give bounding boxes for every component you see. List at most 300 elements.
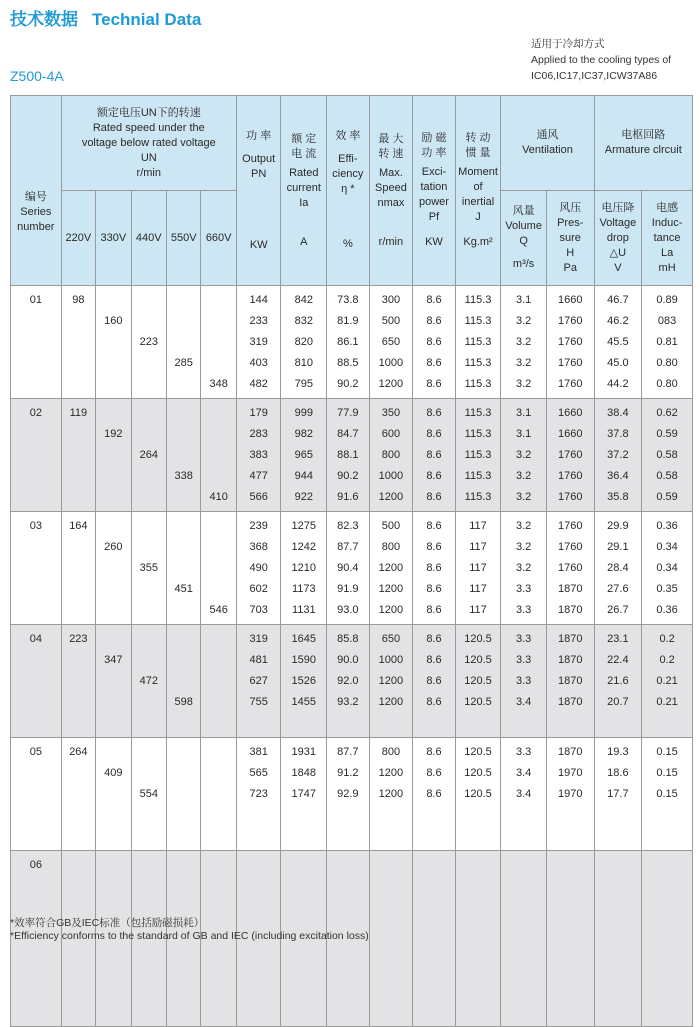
rated-speed-cell [167,625,201,738]
output-value: 283 [249,428,268,440]
moment-of-inertia-value: 115.3 [464,294,492,306]
rated-speed-value: 472 [139,675,158,687]
excitation-power-value: 8.6 [426,491,442,503]
max-speed-cell [369,512,413,625]
rated-speed-cell [61,399,95,512]
inductance-cell [642,625,693,738]
output-value: 381 [249,746,268,758]
output-value: 490 [249,562,268,574]
air-volume-value: 3.2 [515,315,532,327]
header-voltage-660: 660V [201,191,236,286]
excitation-power-value: 8.6 [426,470,442,482]
air-volume-value: 3.2 [515,520,532,532]
rated-speed-cell [61,625,95,738]
air-volume-value: 3.2 [515,491,532,503]
rated-current-cell [281,738,327,851]
output-cell [236,286,281,399]
excitation-power-value: 8.6 [426,357,442,369]
table-row [11,512,693,625]
rated-current-value: 842 [294,294,313,306]
output-value: 319 [249,633,268,645]
inductance-value: 0.62 [656,407,678,419]
air-volume-value: 3.4 [515,696,532,708]
header-voltage-330: 330V [96,191,131,286]
series-number: 02 [29,407,42,419]
max-speed-value: 800 [381,449,401,461]
series-group [11,399,693,512]
moment-of-inertia-value: 115.3 [464,378,492,390]
max-speed-cell [369,625,413,738]
inductance-value: 0.59 [656,491,678,503]
rated-speed-cell [96,399,131,512]
air-pressure-value: 1760 [558,449,583,461]
air-volume-cell [501,738,547,851]
excitation-power-value: 8.6 [426,583,442,595]
efficiency-cell [327,399,370,512]
rated-speed-value: 546 [209,604,228,616]
inductance-value: 0.15 [656,746,678,758]
rated-speed-cell [61,286,95,399]
header-output: 功 率 Output PN KW [236,96,281,286]
air-volume-value: 3.2 [515,470,532,482]
air-volume-value: 3.3 [515,654,532,666]
max-speed-cell [369,286,413,399]
air-volume-value: 3.1 [515,428,532,440]
efficiency-value: 91.2 [337,767,359,779]
rated-speed-value: 347 [104,654,123,666]
rated-speed-cell [96,512,131,625]
rated-current-value: 1590 [291,654,317,666]
output-cell [236,399,281,512]
efficiency-value: 90.0 [337,654,359,666]
footnote [10,917,369,943]
inductance-value: 0.15 [656,788,678,800]
max-speed-value: 1200 [378,562,404,574]
excitation-power-value: 8.6 [426,654,442,666]
moment-of-inertia-cell [455,399,501,512]
air-pressure-value: 1870 [558,604,583,616]
excitation-power-cell [413,512,456,625]
efficiency-value: 86.1 [337,336,359,348]
efficiency-value: 85.8 [337,633,359,645]
voltage-drop-value: 46.2 [607,315,629,327]
air-volume-cell [501,286,547,399]
rated-current-value: 1173 [291,583,316,595]
header-ventilation: 通风 Ventilation [501,96,594,191]
moment-of-inertia-cell [455,851,501,1027]
moment-of-inertia-value: 115.3 [464,470,492,482]
max-speed-value: 1200 [378,788,404,800]
efficiency-value: 91.9 [337,583,359,595]
air-volume-cell [501,399,547,512]
efficiency-cell [327,512,370,625]
rated-current-value: 965 [294,449,313,461]
air-pressure-value: 1760 [558,315,583,327]
header-excitation-power: 励 磁 功 率 Exci- tation power Pf KW [413,96,456,286]
excitation-power-value: 8.6 [426,520,442,532]
table-row [11,625,693,738]
output-value: 755 [249,696,268,708]
efficiency-cell [327,738,370,851]
air-pressure-cell [546,851,594,1027]
voltage-drop-value: 29.9 [607,520,629,532]
rated-speed-cell [167,512,201,625]
air-volume-value: 3.2 [515,336,532,348]
air-volume-value: 3.1 [515,407,532,419]
model-number: Z500-4A [10,68,64,84]
rated-speed-value: 260 [104,541,123,553]
excitation-power-cell [413,625,456,738]
inductance-cell [642,851,693,1027]
series-group [11,625,693,738]
inductance-cell [642,738,693,851]
inductance-value: 0.35 [656,583,678,595]
voltage-drop-cell [594,399,642,512]
output-cell [236,738,281,851]
air-pressure-value: 1760 [558,336,583,348]
moment-of-inertia-value: 120.5 [464,696,492,708]
moment-of-inertia-value: 115.3 [464,315,492,327]
rated-speed-value: 598 [174,696,193,708]
header-armature-circuit: 电枢回路 Armature clrcuit [594,96,692,191]
max-speed-cell [369,738,413,851]
max-speed-value: 300 [381,294,401,306]
rated-speed-cell [201,399,236,512]
technical-data-table [10,95,693,1027]
table-row [11,399,693,512]
voltage-drop-cell [594,625,642,738]
inductance-value: 0.21 [656,696,678,708]
efficiency-value: 92.0 [337,675,359,687]
header-voltage-550: 550V [167,191,201,286]
header-efficiency: 效 率 Effi- ciency η * % [327,96,370,286]
excitation-power-value: 8.6 [426,633,442,645]
air-pressure-value: 1660 [558,428,583,440]
air-volume-value: 3.4 [515,788,532,800]
rated-current-value: 999 [294,407,313,419]
rated-speed-value: 451 [174,583,193,595]
rated-current-value: 1645 [291,633,317,645]
output-value: 723 [249,788,268,800]
moment-of-inertia-value: 120.5 [464,675,492,687]
air-volume-value: 3.3 [515,746,532,758]
excitation-power-cell [413,286,456,399]
air-volume-cell [501,512,547,625]
air-volume-value: 3.3 [515,675,532,687]
moment-of-inertia-value: 117 [469,604,487,616]
output-value: 383 [249,449,268,461]
voltage-drop-value: 37.8 [607,428,629,440]
air-pressure-value: 1870 [558,696,583,708]
air-volume-cell [501,625,547,738]
rated-speed-value: 223 [139,336,158,348]
voltage-drop-value: 45.0 [607,357,629,369]
air-pressure-value: 1760 [558,520,583,532]
voltage-drop-value: 23.1 [607,633,629,645]
efficiency-value: 87.7 [337,541,359,553]
air-pressure-value: 1970 [558,767,583,779]
output-value: 233 [249,315,268,327]
moment-of-inertia-value: 117 [469,541,487,553]
output-value: 179 [249,407,268,419]
rated-speed-cell [201,625,236,738]
max-speed-value: 500 [381,315,401,327]
rated-speed-cell [167,738,201,851]
rated-speed-cell [167,399,201,512]
series-number-cell [11,738,62,851]
output-cell [236,512,281,625]
moment-of-inertia-cell [455,286,501,399]
efficiency-value: 82.3 [337,520,359,532]
air-pressure-value: 1870 [558,654,583,666]
excitation-power-value: 8.6 [426,767,442,779]
max-speed-value: 800 [381,541,401,553]
efficiency-value: 90.2 [337,470,359,482]
series-number-cell [11,512,62,625]
rated-speed-value: 285 [174,357,193,369]
excitation-power-value: 8.6 [426,294,442,306]
max-speed-value: 1000 [378,357,404,369]
air-pressure-cell [546,286,594,399]
rated-speed-value: 264 [69,746,88,758]
output-value: 566 [249,491,268,503]
moment-of-inertia-value: 120.5 [464,654,492,666]
max-speed-value: 1200 [378,491,404,503]
rated-speed-cell [131,286,166,399]
inductance-value: 0.89 [656,294,678,306]
air-pressure-value: 1870 [558,746,583,758]
inductance-value: 0.36 [656,520,678,532]
table-row [11,738,693,851]
header-max-speed: 最 大 转 速 Max. Speed nmax r/min [369,96,413,286]
moment-of-inertia-value: 117 [469,520,487,532]
efficiency-value: 73.8 [337,294,359,306]
table-row [11,286,693,399]
excitation-power-value: 8.6 [426,428,442,440]
series-group [11,286,693,399]
rated-speed-cell [201,738,236,851]
moment-of-inertia-value: 120.5 [464,746,492,758]
max-speed-cell [369,851,413,1027]
rated-speed-cell [131,399,166,512]
air-pressure-value: 1760 [558,562,583,574]
rated-current-value: 1275 [291,520,317,532]
efficiency-value: 93.0 [337,604,359,616]
rated-current-value: 795 [294,378,313,390]
rated-speed-value: 355 [139,562,158,574]
header-rated-current: 额 定 电 流 Rated current Ia A [281,96,327,286]
moment-of-inertia-value: 120.5 [464,767,492,779]
inductance-value: 0.80 [656,378,678,390]
rated-speed-value: 160 [104,315,123,327]
max-speed-value: 1200 [378,696,404,708]
rated-speed-cell [131,738,166,851]
voltage-drop-value: 29.1 [607,541,629,553]
rated-current-cell [281,286,327,399]
efficiency-value: 93.2 [337,696,359,708]
voltage-drop-value: 36.4 [607,470,629,482]
output-cell [236,625,281,738]
footnote-cn: *效率符合GB及IEC标准（包括励磁损耗） [10,917,205,929]
efficiency-value: 91.6 [337,491,359,503]
rated-speed-value: 192 [104,428,123,440]
rated-speed-value: 164 [69,520,88,532]
header-rated-speed: 额定电压UN下的转速 Rated speed under the voltage below rated voltage UN r/min [61,96,236,191]
max-speed-value: 800 [381,746,401,758]
voltage-drop-value: 22.4 [607,654,629,666]
moment-of-inertia-value: 115.3 [464,357,492,369]
moment-of-inertia-cell [455,512,501,625]
voltage-drop-value: 20.7 [607,696,629,708]
rated-speed-value: 264 [139,449,158,461]
voltage-drop-value: 26.7 [607,604,629,616]
moment-of-inertia-value: 120.5 [464,633,492,645]
output-value: 239 [249,520,268,532]
rated-speed-cell [167,286,201,399]
efficiency-value: 92.9 [337,788,359,800]
voltage-drop-value: 46.7 [607,294,629,306]
rated-speed-value: 223 [69,633,88,645]
excitation-power-value: 8.6 [426,604,442,616]
header-air-volume: 风量 Volume Q m³/s [501,191,547,286]
air-volume-value: 3.2 [515,562,532,574]
rated-current-value: 1747 [291,788,317,800]
efficiency-value: 88.5 [337,357,359,369]
air-pressure-value: 1870 [558,675,583,687]
max-speed-value: 1000 [378,654,404,666]
output-value: 703 [249,604,268,616]
rated-speed-cell [61,512,95,625]
air-pressure-value: 1870 [558,583,583,595]
inductance-value: 0.36 [656,604,678,616]
header-inductance: 电感 Induc- tance La mH [642,191,693,286]
air-volume-value: 3.1 [515,294,532,306]
rated-current-value: 1526 [291,675,317,687]
max-speed-value: 1000 [378,470,404,482]
series-number-cell [11,625,62,738]
output-value: 481 [249,654,268,666]
rated-speed-cell [96,625,131,738]
rated-speed-value: 348 [209,378,228,390]
efficiency-value: 81.9 [337,315,359,327]
moment-of-inertia-cell [455,625,501,738]
rated-speed-value: 119 [69,407,88,419]
excitation-power-cell [413,738,456,851]
moment-of-inertia-value: 117 [469,562,487,574]
output-value: 319 [249,336,268,348]
rated-speed-cell [61,738,95,851]
voltage-drop-cell [594,851,642,1027]
rated-speed-cell [201,512,236,625]
excitation-power-value: 8.6 [426,746,442,758]
air-volume-value: 3.3 [515,604,532,616]
air-volume-cell [501,851,547,1027]
moment-of-inertia-value: 120.5 [464,788,492,800]
max-speed-value: 600 [381,428,401,440]
excitation-power-value: 8.6 [426,378,442,390]
rated-current-cell [281,625,327,738]
inductance-value: 0.58 [656,470,678,482]
excitation-power-value: 8.6 [426,449,442,461]
air-pressure-cell [546,512,594,625]
rated-speed-value: 338 [174,470,193,482]
voltage-drop-value: 35.8 [607,491,629,503]
efficiency-value: 77.9 [337,407,359,419]
excitation-power-cell [413,399,456,512]
moment-of-inertia-value: 115.3 [464,491,492,503]
inductance-value: 0.21 [656,675,678,687]
rated-current-value: 1848 [291,767,317,779]
voltage-drop-value: 18.6 [607,767,629,779]
inductance-value: 0.59 [656,428,678,440]
rated-current-value: 1455 [291,696,317,708]
max-speed-value: 500 [381,520,401,532]
title-en: Technial Data [92,10,202,29]
excitation-power-value: 8.6 [426,696,442,708]
max-speed-value: 1200 [378,583,404,595]
header-voltage-440: 440V [131,191,166,286]
voltage-drop-value: 45.5 [607,336,629,348]
air-pressure-cell [546,738,594,851]
rated-current-cell [281,512,327,625]
air-pressure-value: 1660 [558,294,583,306]
inductance-value: 0.80 [656,357,678,369]
header-voltage-drop: 电压降 Voltage drop △U V [594,191,642,286]
cooling-types: IC06,IC17,IC37,ICW37A86 [531,70,658,82]
series-number: 06 [29,859,42,871]
air-volume-value: 3.3 [515,633,532,645]
air-pressure-value: 1760 [558,470,583,482]
inductance-value: 0.34 [656,541,678,553]
rated-current-cell [281,399,327,512]
efficiency-value: 90.2 [337,378,359,390]
rated-current-value: 1931 [291,746,317,758]
rated-current-value: 810 [294,357,313,369]
inductance-value: 0.2 [659,654,675,666]
output-value: 477 [249,470,268,482]
air-volume-value: 3.3 [515,583,532,595]
rated-speed-cell [131,625,166,738]
voltage-drop-cell [594,738,642,851]
air-pressure-value: 1970 [558,788,583,800]
max-speed-value: 650 [381,336,401,348]
series-number: 03 [29,520,42,532]
rated-current-value: 1242 [291,541,317,553]
rated-current-value: 982 [294,428,313,440]
title-cn: 技术数据 [10,10,78,29]
series-group [11,738,693,851]
voltage-drop-value: 21.6 [607,675,629,687]
voltage-drop-value: 38.4 [607,407,629,419]
efficiency-value: 87.7 [337,746,359,758]
efficiency-cell [327,625,370,738]
excitation-power-value: 8.6 [426,562,442,574]
cooling-en: Applied to the cooling types of [531,54,672,66]
rated-current-value: 1131 [291,604,316,616]
rated-current-value: 944 [294,470,313,482]
header-air-pressure: 风压 Pres- sure H Pa [546,191,594,286]
moment-of-inertia-value: 117 [469,583,487,595]
air-pressure-cell [546,399,594,512]
rated-current-value: 820 [294,336,313,348]
air-volume-value: 3.2 [515,378,532,390]
max-speed-value: 1200 [378,767,404,779]
series-number: 05 [29,746,42,758]
moment-of-inertia-value: 115.3 [464,336,492,348]
output-value: 627 [249,675,268,687]
max-speed-value: 350 [381,407,401,419]
voltage-drop-value: 17.7 [607,788,629,800]
